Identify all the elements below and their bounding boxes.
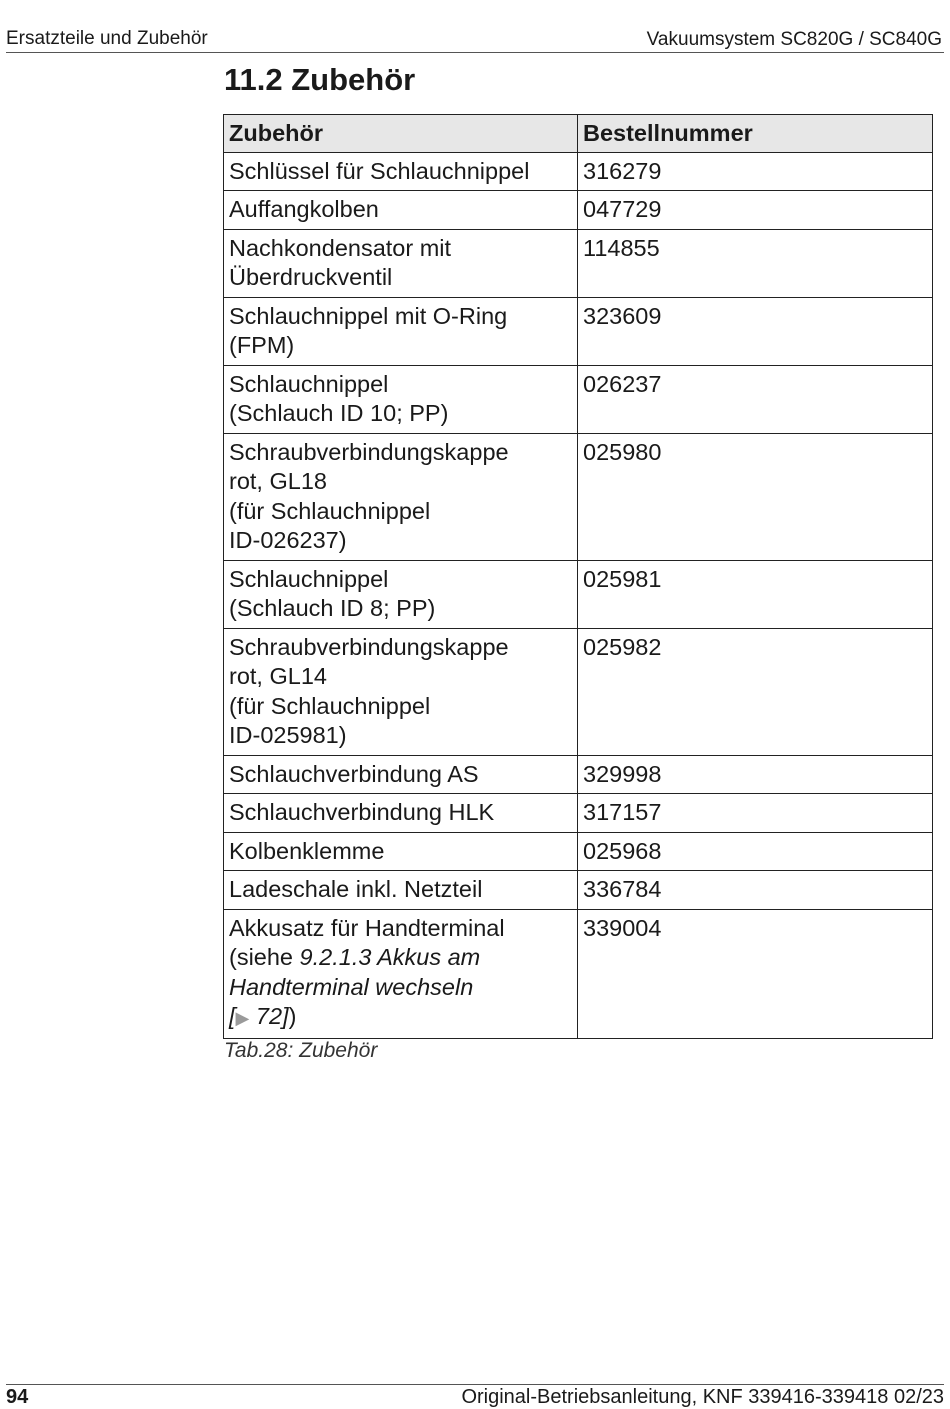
table-body <box>224 152 933 1038</box>
accessory-table <box>223 114 933 1039</box>
accessory-name-line: (FPM) <box>229 332 295 358</box>
order-number-cell: 317157 <box>578 794 933 833</box>
accessory-name-line: Akkusatz für Handterminal <box>229 914 505 941</box>
cross-reference-link[interactable]: 9.2.1.3 Akkus am <box>299 944 481 970</box>
order-number-cell: 339004 <box>578 909 933 1038</box>
column-header-order-number: Bestellnummer <box>578 115 933 153</box>
accessory-name-line: Nachkondensator mit <box>229 234 452 261</box>
accessory-name-line: Schraubverbindungskappe <box>229 438 509 465</box>
accessory-name-line: (Schlauch ID 8; PP) <box>229 595 436 621</box>
table-row <box>224 909 933 1038</box>
accessory-name-cell <box>224 909 578 1038</box>
order-number-cell: 025980 <box>578 433 933 560</box>
accessory-name-cell <box>224 365 578 433</box>
accessory-name-cell <box>224 628 578 755</box>
accessory-name-line: ID-026237) <box>229 527 347 553</box>
cross-reference-link[interactable]: Handterminal wechseln <box>229 973 474 1000</box>
table-row <box>224 794 933 833</box>
footer-document-reference: Original-Betriebsanleitung, KNF 339416-339418 02/23 <box>461 1386 944 1408</box>
table-row <box>224 755 933 794</box>
running-header-chapter: Ersatzteile und Zubehör <box>6 28 208 49</box>
section-title: 11.2 Zubehör <box>224 62 416 97</box>
table-row <box>224 191 933 230</box>
order-number-cell: 329998 <box>578 755 933 794</box>
order-number-cell: 316279 <box>578 152 933 191</box>
accessory-name-line: Schlauchverbindung HLK <box>229 799 495 825</box>
accessory-name-line: Überdruckventil <box>229 264 393 290</box>
accessory-name-line: rot, GL14 <box>229 663 327 689</box>
order-number-cell: 323609 <box>578 297 933 365</box>
order-number-cell: 025981 <box>578 560 933 628</box>
accessory-name-line: Schlauchnippel <box>229 370 389 397</box>
table-row <box>224 433 933 560</box>
table-row <box>224 560 933 628</box>
table-caption: Tab.28: Zubehör <box>224 1039 378 1062</box>
table-row <box>224 871 933 910</box>
accessory-name-line: (für Schlauchnippel <box>229 692 431 719</box>
table-row <box>224 628 933 755</box>
accessory-name-line <box>229 973 572 1003</box>
accessory-name-cell <box>224 794 578 833</box>
table-header-row <box>224 115 933 153</box>
order-number-cell: 114855 <box>578 229 933 297</box>
page-number: 94 <box>6 1386 29 1408</box>
accessory-name-cell <box>224 229 578 297</box>
accessory-name-line: Ladeschale inkl. Netzteil <box>229 876 483 902</box>
accessory-name-line: Schlauchnippel mit O-Ring <box>229 302 508 329</box>
close-paren: ) <box>288 1003 297 1029</box>
accessory-name-line <box>229 943 572 973</box>
accessory-name-cell <box>224 755 578 794</box>
accessory-name-cell <box>224 152 578 191</box>
table-row <box>224 229 933 297</box>
accessory-name-line: rot, GL18 <box>229 468 327 494</box>
accessory-name-cell <box>224 297 578 365</box>
order-number-cell: 025968 <box>578 832 933 871</box>
accessory-name-line: Schlüssel für Schlauchnippel <box>229 157 530 184</box>
order-number-cell: 026237 <box>578 365 933 433</box>
accessory-name-cell <box>224 871 578 910</box>
running-header-product: Vakuumsystem SC820G / SC840G <box>646 29 942 50</box>
page-reference-number: 72] <box>249 1003 289 1029</box>
accessory-name-line: Schlauchverbindung AS <box>229 760 479 787</box>
table-row <box>224 832 933 871</box>
page-reference-arrow-icon: ▶ <box>235 1008 250 1028</box>
table-row <box>224 152 933 191</box>
accessory-name-line: Auffangkolben <box>229 196 379 222</box>
table-row <box>224 365 933 433</box>
table-row <box>224 297 933 365</box>
footer-divider <box>6 1384 944 1385</box>
accessory-name-cell <box>224 560 578 628</box>
column-header-accessory: Zubehör <box>224 115 578 153</box>
order-number-cell: 047729 <box>578 191 933 230</box>
accessory-name-cell <box>224 191 578 230</box>
accessory-name-line: Kolbenklemme <box>229 837 385 864</box>
accessory-name-line: Schlauchnippel <box>229 565 389 592</box>
accessory-name-line: (Schlauch ID 10; PP) <box>229 400 449 426</box>
accessory-name-cell <box>224 433 578 560</box>
order-number-cell: 336784 <box>578 871 933 910</box>
accessory-name-cell <box>224 832 578 871</box>
page-reference[interactable] <box>229 1003 289 1029</box>
bracket-open: [ <box>229 1003 236 1029</box>
accessory-name-line: (für Schlauchnippel <box>229 497 431 524</box>
accessory-name-line <box>229 1002 572 1034</box>
see-prefix: (siehe <box>229 944 300 970</box>
header-divider <box>6 52 944 53</box>
order-number-cell: 025982 <box>578 628 933 755</box>
accessory-name-line: Schraubverbindungskappe <box>229 633 509 660</box>
accessory-name-line: ID-025981) <box>229 722 347 748</box>
